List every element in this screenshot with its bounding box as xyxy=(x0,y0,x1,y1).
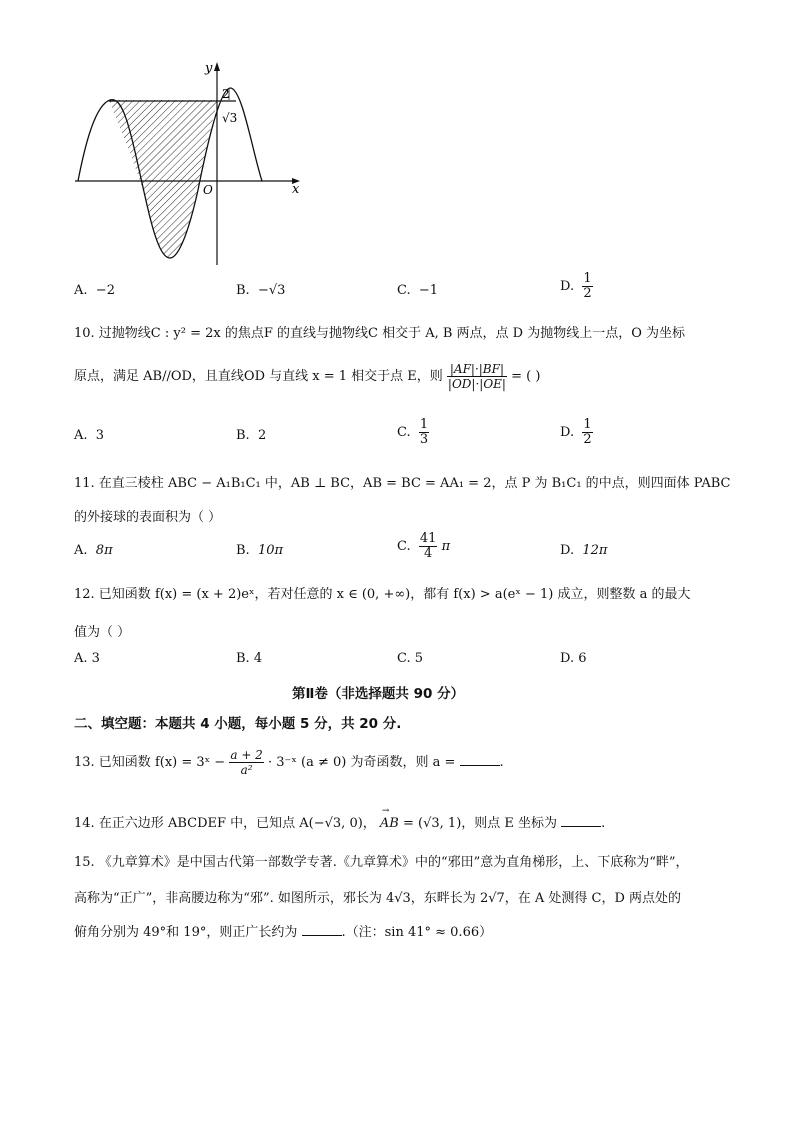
q12-option-a: A. 3 xyxy=(74,651,100,666)
q13-line xyxy=(74,748,504,777)
q10-line2-text: 原点，满足 AB//OD，且直线OD 与直线 x = 1 相交于点 E，则 xyxy=(74,369,443,384)
q12-option-b: B. 4 xyxy=(236,651,263,666)
option-letter: C. xyxy=(397,539,411,554)
fraction-denominator: 2 xyxy=(583,432,592,447)
q9-option-a xyxy=(74,283,115,298)
option-value: 2 xyxy=(257,428,267,443)
fraction-denominator: |OD|·|OE| xyxy=(447,377,506,391)
origin-label: O xyxy=(203,183,213,197)
part2-title: 第Ⅱ卷（非选择题共 90 分） xyxy=(292,686,465,702)
fraction xyxy=(582,272,592,301)
option-value: −1 xyxy=(418,283,439,298)
q15-line3-post: .（注：sin 41° ≈ 0.66） xyxy=(341,925,493,940)
fraction-denominator: 3 xyxy=(419,432,429,447)
q12-line2: 值为（ ） xyxy=(74,625,131,640)
answer-blank[interactable] xyxy=(561,814,601,827)
q14-line xyxy=(74,806,606,831)
option-value: 8π xyxy=(95,543,113,558)
fraction-numerator: 41 xyxy=(419,531,437,546)
q11-option-a xyxy=(74,543,113,558)
option-value: 12π xyxy=(582,543,608,558)
label-sqrt3: √3 xyxy=(222,111,238,125)
vector-label: AB xyxy=(379,816,399,831)
q9-option-b xyxy=(236,283,285,298)
q10-option-c xyxy=(397,418,429,447)
q9-option-c xyxy=(397,283,438,298)
q9-function-graph xyxy=(60,55,320,275)
option-letter: C. xyxy=(397,283,411,298)
q14-end: . xyxy=(601,816,606,831)
q13-fraction xyxy=(229,748,263,777)
shaded-region xyxy=(109,100,218,258)
fraction-numerator: 1 xyxy=(583,271,592,286)
q15-line3-pre: 俯角分别为 49°和 19°，则正广长约为 xyxy=(74,925,298,940)
q11-line1: 11. 在直三棱柱 ABC − A₁B₁C₁ 中，AB ⊥ BC，AB = BC = AA₁ = 2，点 P 为 B₁C₁ 的中点，则四面体 PABC xyxy=(74,476,731,491)
q10-option-d xyxy=(560,418,593,447)
option-value: 10π xyxy=(257,543,284,558)
answer-blank[interactable] xyxy=(460,753,500,766)
fraction-numerator: a + 2 xyxy=(230,748,263,762)
section2-heading: 二、填空题：本题共 4 小题，每小题 5 分，共 20 分. xyxy=(74,716,402,732)
q13-end: . xyxy=(499,755,504,770)
q13-post: · 3⁻ˣ (a ≠ 0) 为奇函数，则 a = xyxy=(267,755,456,770)
q12-option-d: D. 6 xyxy=(560,651,587,666)
q14-post: = (√3, 1)，则点 E 坐标为 xyxy=(403,816,558,831)
option-value: −√3 xyxy=(257,283,286,298)
q11-line2: 的外接球的表面积为（ ） xyxy=(74,510,222,525)
q10-line1: 10. 过抛物线C : y² = 2x 的焦点F 的直线与抛物线C 相交于 A, B 两点，点 D 为抛物线上一点，O 为坐标 xyxy=(74,326,686,341)
fraction xyxy=(419,532,438,561)
fraction-denominator: a² xyxy=(240,763,253,777)
option-letter: A. xyxy=(74,283,88,298)
vector-arrow-icon: → xyxy=(381,806,390,816)
option-letter: D. xyxy=(560,279,575,294)
q15-line2: 高称为“正广”，非高腰边称为“邪”. 如图所示，邪长为 4√3，东畔长为 2√7，在 A 处测得 C，D 两点处的 xyxy=(74,891,682,906)
fraction-numerator: |AF|·|BF| xyxy=(447,362,507,377)
option-suffix: π xyxy=(441,539,451,554)
option-letter: B. xyxy=(236,283,250,298)
option-letter: B. xyxy=(236,428,250,443)
q11-option-c xyxy=(397,532,450,561)
q10-option-a xyxy=(74,428,104,443)
option-letter: A. xyxy=(74,543,88,558)
answer-blank[interactable] xyxy=(302,923,342,936)
axis-x-label: x xyxy=(292,182,300,197)
option-letter: D. xyxy=(560,425,575,440)
q15-line3 xyxy=(74,921,492,940)
q13-pre: 13. 已知函数 f(x) = 3ˣ − xyxy=(74,755,226,770)
fraction-numerator: 1 xyxy=(583,417,592,432)
q10-line2 xyxy=(74,362,540,391)
option-letter: C. xyxy=(397,425,411,440)
option-letter: B. xyxy=(236,543,250,558)
q11-option-b xyxy=(236,543,283,558)
q12-option-c: C. 5 xyxy=(397,651,424,666)
vector-ab xyxy=(379,806,399,831)
q10-fraction xyxy=(447,362,507,391)
fraction-denominator: 4 xyxy=(424,546,433,561)
fraction xyxy=(582,418,592,447)
q12-line1: 12. 已知函数 f(x) = (x + 2)eˣ，若对任意的 x ∈ (0, +∞)，都有 f(x) > a(eˣ − 1) 成立，则整数 a 的最大 xyxy=(74,587,691,602)
fraction xyxy=(419,418,429,447)
axis-y-label: y xyxy=(205,61,213,76)
option-letter: D. xyxy=(560,543,575,558)
label-2: 2 xyxy=(222,87,230,101)
q11-option-d xyxy=(560,543,607,558)
fraction-denominator: 2 xyxy=(583,286,592,301)
q9-option-d xyxy=(560,272,593,301)
q10-line2-end: = ( ) xyxy=(511,369,541,384)
q15-line1: 15. 《九章算术》是中国古代第一部数学专著.《九章算术》中的“邪田”意为直角梯形，上、下底称为“畔”， xyxy=(74,855,689,870)
y-axis-arrow-icon xyxy=(214,62,220,71)
option-letter: A. xyxy=(74,428,88,443)
q10-option-b xyxy=(236,428,266,443)
option-value: 3 xyxy=(95,428,105,443)
q14-pre: 14. 在正六边形 ABCDEF 中，已知点 A(−√3, 0)， xyxy=(74,816,376,831)
option-value: −2 xyxy=(95,283,115,298)
fraction-numerator: 1 xyxy=(419,417,429,432)
